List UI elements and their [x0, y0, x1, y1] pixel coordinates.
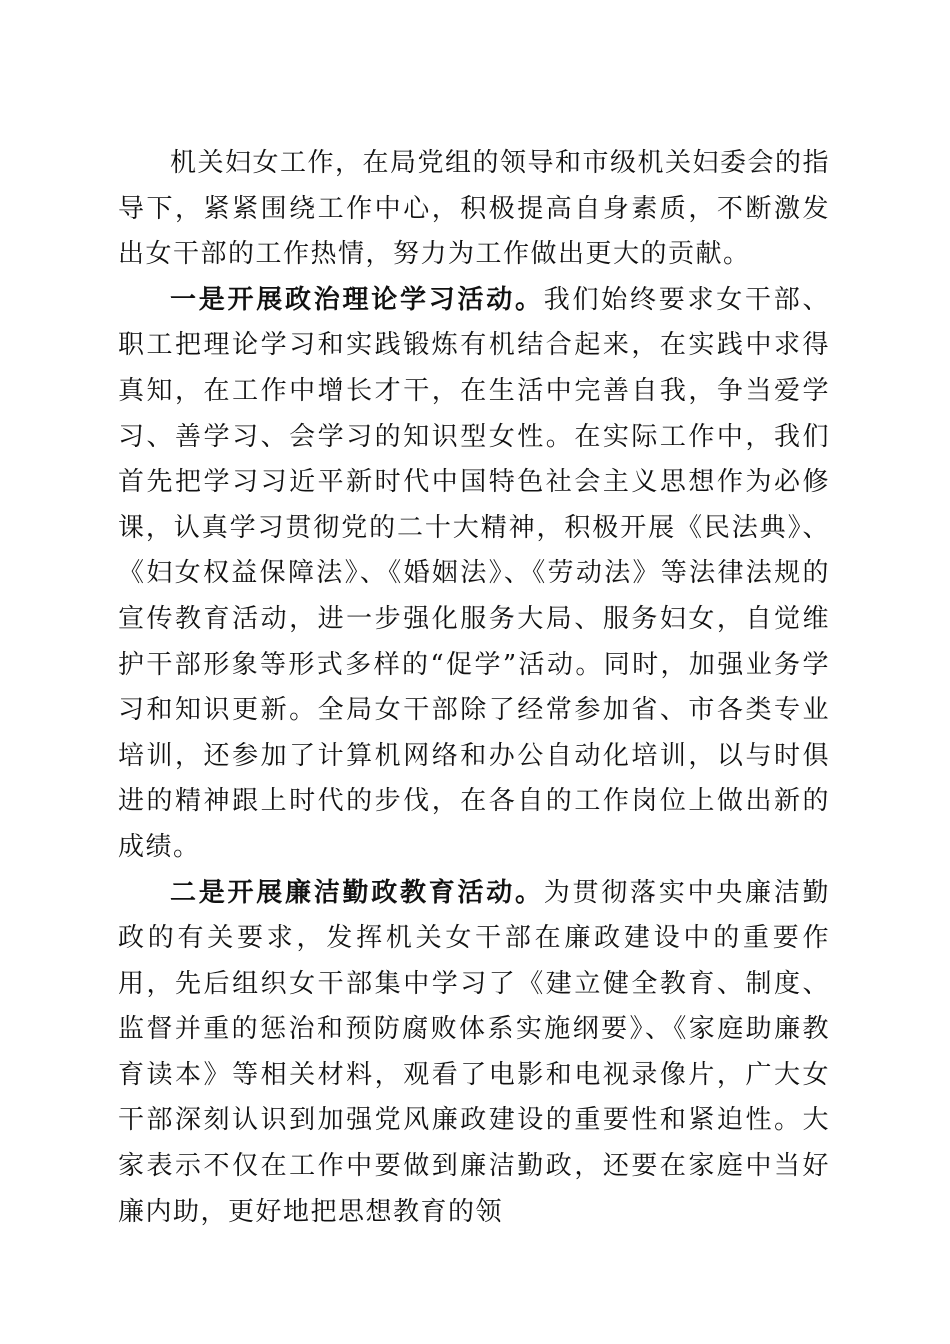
paragraph-political-study — [118, 278, 830, 871]
paragraph-political-study-heading: 一是开展政治理论学习活动。 — [170, 284, 544, 315]
paragraph-intro — [118, 141, 830, 278]
document-body — [118, 141, 830, 1235]
paragraph-political-study-text: 我们始终要求女干部、职工把理论学习和实践锻炼有机结合起来，在实践中求得真知，在工作中增长才干，在生活中完善自我，争当爱学习、善学习、会学习的知识型女性。在实际工作中，我们首先把学习习近平新时代中国特色社会主义思想作为必修课，认真学习贯彻党的二十大精神，积极开展《民法典》、《妇女权益保障法》、《婚姻法》、《劳动法》等法律法规的宣传教育活动，进一步强化服务大局、服务妇女，自觉维护干部形象等形式多样的“促学”活动。同时，加强业务学习和知识更新。全局女干部除了经常参加省、市各类专业培训，还参加了计算机网络和办公自动化培训，以与时俱进的精神跟上时代的步伐，在各自的工作岗位上做出新的成绩。 — [118, 284, 830, 862]
paragraph-intro-text: 机关妇女工作，在局党组的领导和市级机关妇委会的指导下，紧紧围绕工作中心，积极提高自身素质，不断激发出女干部的工作热情，努力为工作做出更大的贡献。 — [118, 148, 831, 270]
paragraph-integrity-education-text: 为贯彻落实中央廉洁勤政的有关要求，发挥机关女干部在廉政建设中的重要作用，先后组织女干部集中学习了《建立健全教育、制度、监督并重的惩治和预防腐败体系实施纲要》、《家庭助廉教育读本》等相关材料，观看了电影和电视录像片，广大女干部深刻认识到加强党风廉政建设的重要性和紧迫性。大家表示不仅在工作中要做到廉洁勤政，还要在家庭中当好廉内助，更好地把思想教育的领 — [118, 877, 830, 1227]
paragraph-integrity-education-heading: 二是开展廉洁勤政教育活动。 — [170, 877, 544, 908]
paragraph-integrity-education — [118, 871, 830, 1236]
